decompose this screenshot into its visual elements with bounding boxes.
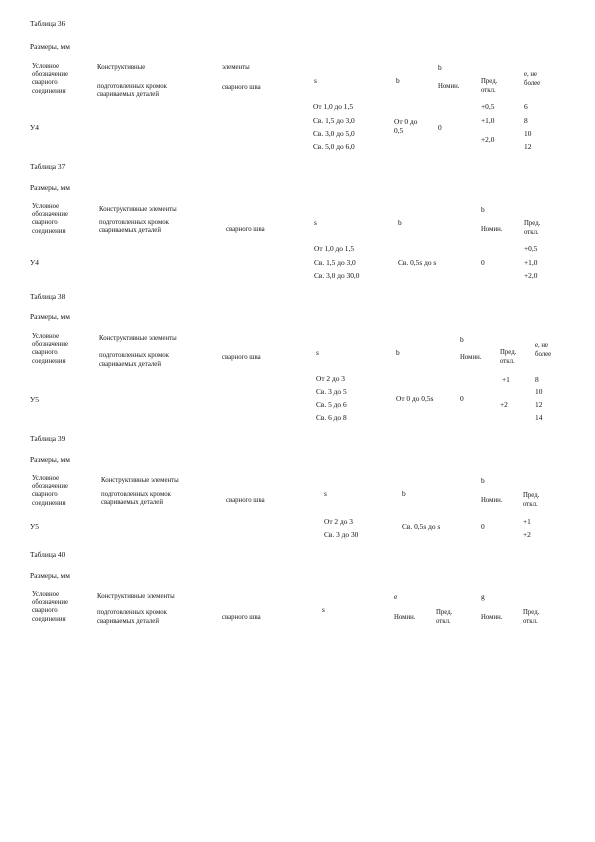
header-designation: обозначение — [32, 341, 69, 348]
header-weld: сварного шва — [226, 226, 265, 233]
joint-code: У5 — [30, 522, 39, 531]
e-value: 12 — [524, 142, 532, 151]
header-prepared-edges: свариваемых деталей — [101, 499, 163, 506]
header-designation: сварного — [32, 219, 58, 226]
header-b: b — [398, 218, 402, 227]
header-g-symbol: g — [481, 592, 485, 601]
b-range: Св. 0,5s до s — [402, 522, 441, 531]
b-nominal: 0 — [460, 394, 464, 403]
header-constructive: Конструктивные элементы — [97, 593, 175, 600]
e-value: 10 — [535, 387, 543, 396]
b-nominal: 0 — [481, 522, 485, 531]
tolerance-value: +2 — [500, 400, 508, 409]
header-e: более — [535, 351, 552, 358]
header-designation: обозначение — [32, 599, 69, 606]
table-title: Таблица 39 — [30, 434, 66, 443]
header-s: s — [316, 348, 319, 357]
tolerance-value: +1 — [502, 375, 510, 384]
header-weld: сварного шва — [222, 614, 261, 621]
b-range: Св. 0,5s до s — [398, 258, 437, 267]
header-designation: соединения — [32, 228, 66, 235]
header-e: e, не — [524, 71, 538, 78]
s-value: От 2 до 3 — [324, 517, 353, 526]
header-tolerance: откл. — [524, 229, 539, 236]
header-designation: обозначение — [32, 483, 69, 490]
header-weld: сварного шва — [222, 84, 261, 91]
tolerance-value: +2,0 — [524, 271, 538, 280]
header-s: s — [322, 605, 325, 614]
header-prepared-edges: свариваемых деталей — [97, 618, 159, 625]
header-nominal: Номин. — [460, 354, 482, 361]
header-e: более — [524, 80, 541, 87]
header-tolerance: откл. — [481, 87, 496, 94]
header-constructive: Конструктивные элементы — [99, 206, 177, 213]
header-nominal: Номин. — [438, 83, 460, 90]
b-range: От 0 до — [394, 117, 418, 126]
header-prepared-edges: подготовленных кромок — [101, 491, 171, 498]
header-tolerance: Пред. — [500, 349, 517, 356]
s-value: От 1,0 до 1,5 — [314, 244, 355, 253]
header-nominal: Номин. — [481, 614, 503, 621]
tolerance-value: +0,5 — [524, 244, 538, 253]
s-value: От 1,0 до 1,5 — [313, 102, 354, 111]
tolerance-value: +2 — [523, 530, 531, 539]
tolerance-value: +1,0 — [524, 258, 538, 267]
header-designation: Условное — [32, 203, 60, 210]
header-s: s — [314, 76, 317, 85]
header-designation: сварного — [32, 491, 58, 498]
header-designation: соединения — [32, 500, 66, 507]
header-tolerance: откл. — [436, 618, 451, 625]
header-weld: сварного шва — [226, 497, 265, 504]
tolerance-value: +2,0 — [481, 135, 495, 144]
s-value: От 2 до 3 — [316, 374, 345, 383]
header-e-symbol: e — [394, 592, 398, 601]
header-designation: сварного — [32, 79, 58, 86]
units-note: Размеры, мм — [30, 571, 70, 580]
b-range: 0,5 — [394, 126, 404, 135]
e-value: 6 — [524, 102, 528, 111]
header-s: s — [314, 218, 317, 227]
header-prepared-edges: подготовленных кромок — [97, 83, 167, 90]
s-value: Св. 3 до 5 — [316, 387, 347, 396]
header-b-symbol: b — [460, 335, 464, 344]
header-prepared-edges: свариваемых деталей — [99, 361, 161, 368]
s-value: Св. 3,0 до 30,0 — [314, 271, 360, 280]
s-value: Св. 5 до 6 — [316, 400, 347, 409]
header-prepared-edges: свариваемых деталей — [97, 91, 159, 98]
header-tolerance: Пред. — [481, 78, 498, 85]
header-designation: обозначение — [32, 71, 69, 78]
joint-code: У5 — [30, 395, 39, 404]
header-nominal: Номин. — [394, 614, 416, 621]
header-tolerance: Пред. — [523, 609, 540, 616]
header-designation: Условное — [32, 591, 60, 598]
e-value: 14 — [535, 413, 543, 422]
s-value: Св. 3 до 30 — [324, 530, 359, 539]
header-designation: соединения — [32, 88, 66, 95]
s-value: Св. 3,0 до 5,0 — [313, 129, 355, 138]
header-nominal: Номин. — [481, 226, 503, 233]
table-title: Таблица 40 — [30, 550, 66, 559]
header-elements: элементы — [222, 64, 250, 71]
header-b-symbol: b — [481, 205, 485, 214]
header-designation: Условное — [32, 475, 60, 482]
header-prepared-edges: подготовленных кромок — [97, 609, 167, 616]
s-value: Св. 6 до 8 — [316, 413, 347, 422]
tolerance-value: +1 — [523, 517, 531, 526]
s-value: Св. 1,5 до 3,0 — [314, 258, 356, 267]
s-value: Св. 1,5 до 3,0 — [313, 116, 355, 125]
header-tolerance: откл. — [523, 618, 538, 625]
header-prepared-edges: свариваемых деталей — [99, 227, 161, 234]
tolerance-value: +1,0 — [481, 116, 495, 125]
header-tolerance: откл. — [523, 501, 538, 508]
header-b-symbol: b — [438, 63, 442, 72]
b-nominal: 0 — [481, 258, 485, 267]
e-value: 8 — [535, 375, 539, 384]
header-s: s — [324, 489, 327, 498]
joint-code: У4 — [30, 258, 39, 267]
units-note: Размеры, мм — [30, 183, 70, 192]
header-tolerance: Пред. — [436, 609, 453, 616]
e-value: 8 — [524, 116, 528, 125]
header-b-symbol: b — [481, 476, 485, 485]
header-constructive: Конструктивные — [97, 64, 146, 71]
header-b: b — [396, 348, 400, 357]
header-prepared-edges: подготовленных кромок — [99, 352, 169, 359]
b-nominal: 0 — [438, 123, 442, 132]
header-tolerance: Пред. — [524, 220, 541, 227]
joint-code: У4 — [30, 123, 39, 132]
header-designation: сварного — [32, 349, 58, 356]
header-designation: соединения — [32, 358, 66, 365]
b-range: От 0 до 0,5s — [396, 394, 434, 403]
units-note: Размеры, мм — [30, 455, 70, 464]
header-e: e, не — [535, 342, 549, 349]
header-b: b — [402, 489, 406, 498]
header-constructive: Конструктивные элементы — [101, 477, 179, 484]
header-weld: сварного шва — [222, 354, 261, 361]
table-title: Таблица 37 — [30, 162, 66, 171]
header-designation: сварного — [32, 607, 58, 614]
header-b: b — [396, 76, 400, 85]
header-tolerance: откл. — [500, 358, 515, 365]
header-designation: соединения — [32, 616, 66, 623]
units-note: Размеры, мм — [30, 42, 70, 51]
tolerance-value: +0,5 — [481, 102, 495, 111]
e-value: 10 — [524, 129, 532, 138]
header-designation: обозначение — [32, 211, 69, 218]
header-constructive: Конструктивные элементы — [99, 335, 177, 342]
units-note: Размеры, мм — [30, 312, 70, 321]
header-tolerance: Пред. — [523, 492, 540, 499]
s-value: Св. 5,0 до 6,0 — [313, 142, 355, 151]
table-title: Таблица 38 — [30, 292, 66, 301]
table-title: Таблица 36 — [30, 19, 66, 28]
header-prepared-edges: подготовленных кромок — [99, 219, 169, 226]
e-value: 12 — [535, 400, 543, 409]
header-designation: Условное — [32, 333, 60, 340]
header-nominal: Номин. — [481, 497, 503, 504]
header-designation: Условное — [32, 63, 60, 70]
